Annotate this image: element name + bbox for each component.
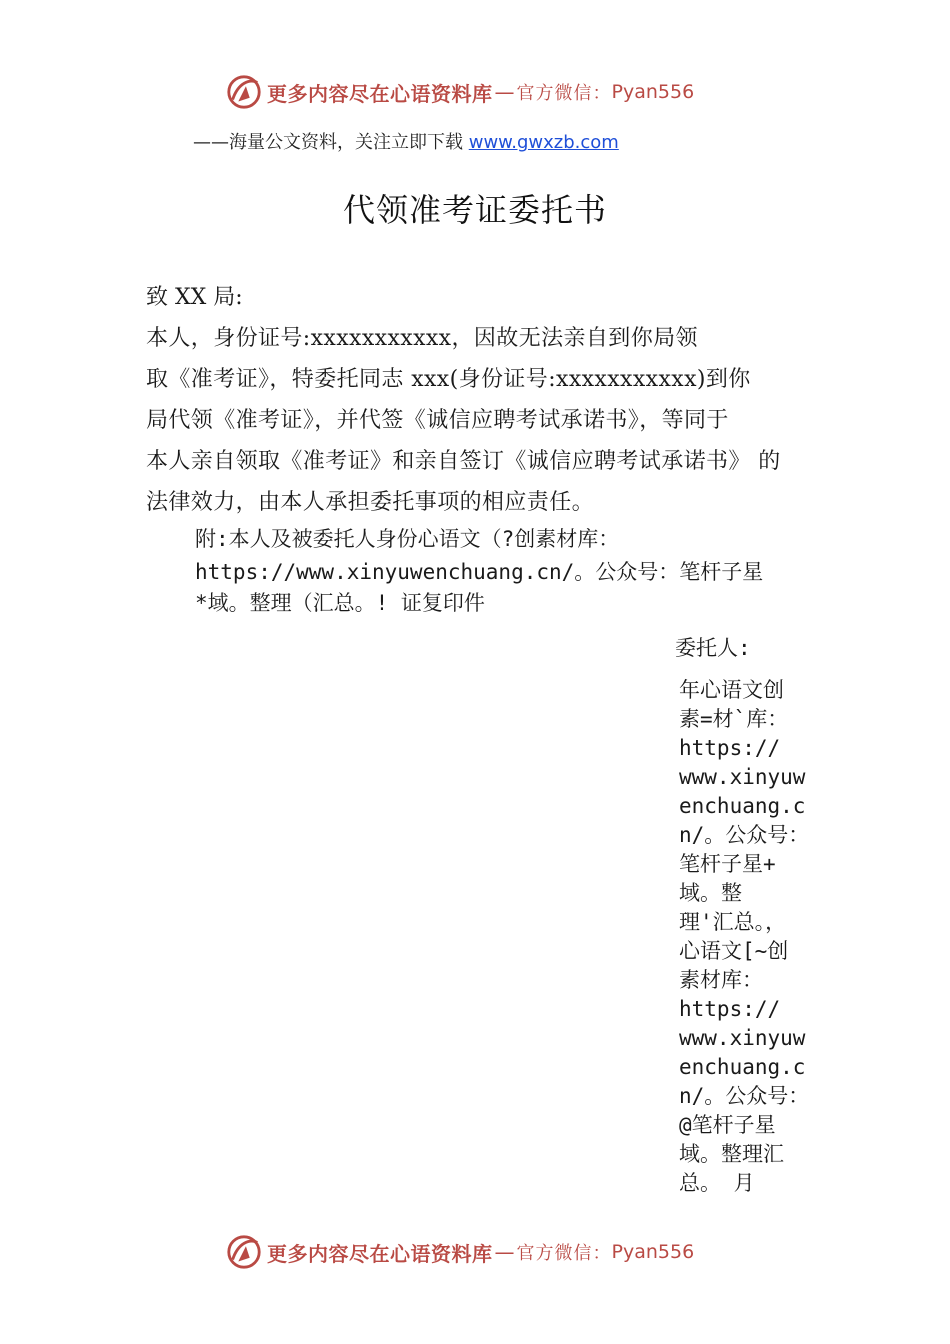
body-line: 取《准考证》，特委托同志 xxx(身份证号:xxxxxxxxxxx)到你 xyxy=(146,367,751,392)
side-line: 域。整理汇 xyxy=(679,1142,784,1166)
side-line: 总。 月 xyxy=(679,1171,755,1195)
side-line: 年心语文创 xyxy=(679,678,784,702)
subline xyxy=(193,128,619,154)
side-line: www.xinyuw xyxy=(679,765,806,789)
site-link[interactable]: www.gwxzb.com xyxy=(468,132,619,153)
attachment-line: *域。整理（汇总。! 证复印件 xyxy=(195,591,485,615)
body-line: 本人，身份证号:xxxxxxxxxxx，因故无法亲自到你局领 xyxy=(146,326,698,351)
side-line: 心语文[~创 xyxy=(679,939,789,963)
body-line: 局代领《准考证》，并代签《诚信应聘考试承诺书》，等同于 xyxy=(146,408,729,433)
footer-banner xyxy=(225,1232,694,1272)
side-line: n/。公众号： xyxy=(679,1084,810,1108)
banner-text: 更多内容尽在心语资料库 xyxy=(267,1241,493,1266)
banner-separator: — xyxy=(494,1240,515,1264)
principal-label: 委托人: xyxy=(675,636,751,660)
side-line: 理'汇总。， xyxy=(679,910,787,934)
attachment-line: https://www.xinyuwenchuang.cn/。公众号：笔杆子星 xyxy=(195,560,764,584)
side-line: 素=材`库： xyxy=(679,707,789,731)
header-banner xyxy=(225,72,694,112)
banner-label: 官方微信： xyxy=(516,1243,612,1264)
brand-logo-icon xyxy=(225,1233,263,1271)
banner-text: 更多内容尽在心语资料库 xyxy=(267,81,493,106)
brand-logo-icon xyxy=(225,73,263,111)
banner-handle: Pyan556 xyxy=(611,81,695,103)
side-line: 域。整 xyxy=(679,881,742,905)
side-line: n/。公众号： xyxy=(679,823,810,847)
side-line: enchuang.c xyxy=(679,1055,806,1079)
body-line: 法律效力，由本人承担委托事项的相应责任。 xyxy=(146,490,595,515)
side-line: https:// xyxy=(679,997,781,1021)
side-line: www.xinyuw xyxy=(679,1026,806,1050)
side-line: @笔杆子星 xyxy=(679,1113,776,1137)
side-line: 笔杆子星+ xyxy=(679,852,776,876)
banner-label: 官方微信： xyxy=(516,83,612,104)
side-column xyxy=(679,676,829,1198)
banner-handle: Pyan556 xyxy=(611,1241,695,1263)
side-line: https:// xyxy=(679,736,781,760)
banner-separator: — xyxy=(494,80,515,104)
salutation: 致 XX 局: xyxy=(146,285,243,310)
side-line: 素材库： xyxy=(679,968,763,992)
subline-text: ——海量公文资料，关注立即下载 xyxy=(193,132,469,153)
attachment-line: 附:本人及被委托人身份心语文（?创素材库： xyxy=(195,527,620,551)
document-title: 代领准考证委托书 xyxy=(342,191,607,229)
body-line: 本人亲自领取《准考证》和亲自签订《诚信应聘考试承诺书》 的 xyxy=(146,449,781,474)
side-line: enchuang.c xyxy=(679,794,806,818)
